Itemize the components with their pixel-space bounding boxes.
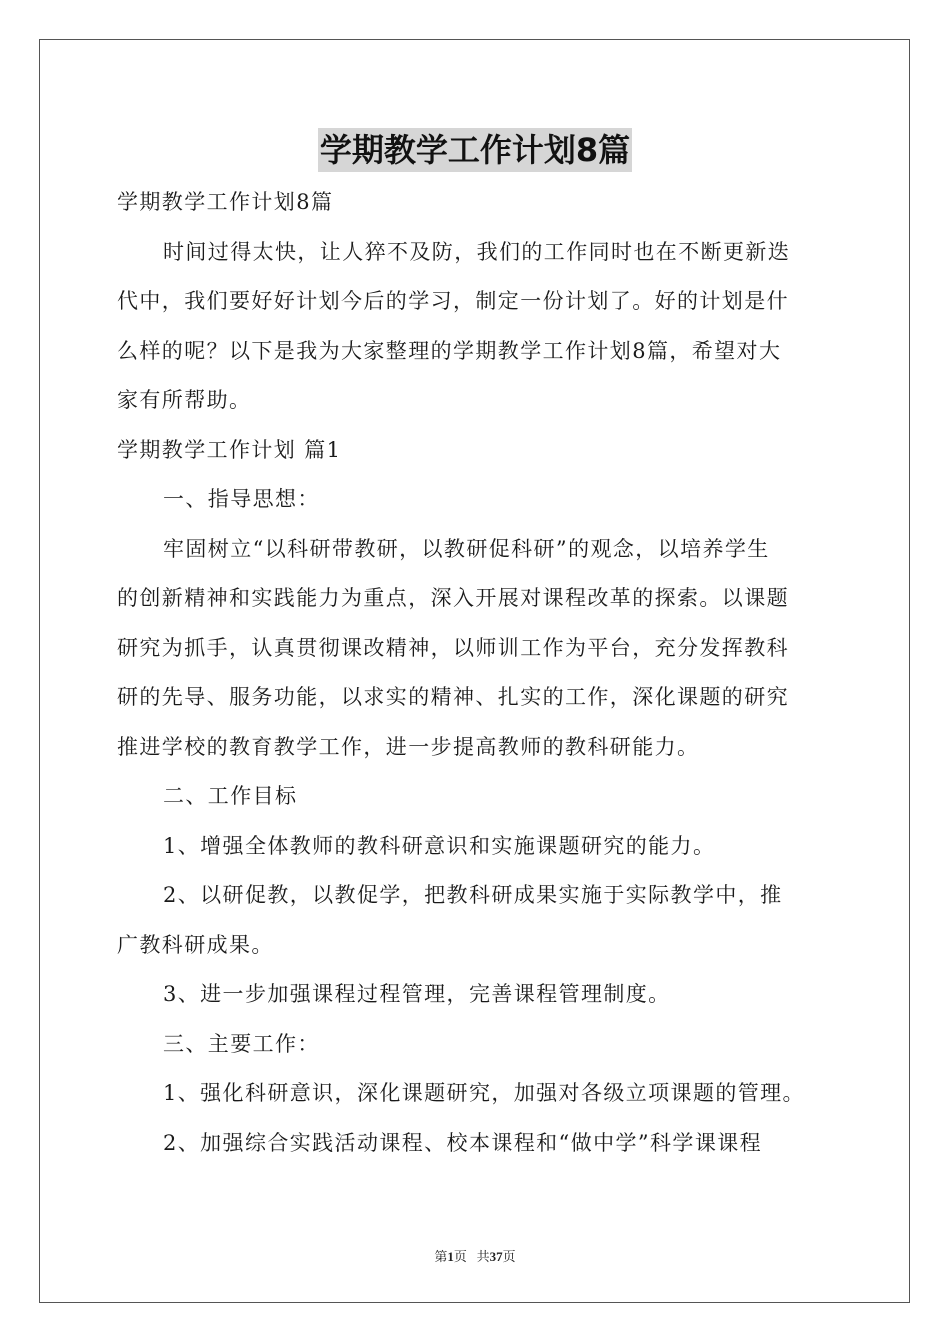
text-line: 学期教学工作计划 篇1 [117,437,342,462]
text-line: 二、工作目标 [163,784,298,808]
text-line: 三、主要工作： [163,1031,320,1056]
text-line: 家有所帮助。 [117,388,252,412]
text-line: 推进学校的教育教学工作，进一步提高教师的教科研能力。 [117,734,700,759]
text-line: 2、以研促教，以教促学，把教科研成果实施于实际教学中，推 [163,883,783,907]
text-line: 牢固树立“以科研带教研，以教研促科研”的观念，以培养学生 [163,536,770,561]
text-line: 1、增强全体教师的教科研意识和实施课题研究的能力。 [163,833,716,858]
text-line: 的创新精神和实践能力为重点，深入开展对课程改革的探索。以课题 [117,586,789,610]
text-line: 么样的呢？以下是我为大家整理的学期教学工作计划8篇，希望对大 [117,338,782,363]
text-line: 一、指导思想： [163,487,320,511]
text-line: 广教科研成果。 [117,932,274,957]
title-container [0,128,950,172]
text-line: 1、强化科研意识，深化课题研究，加强对各级立项课题的管理。 [163,1081,805,1105]
footer-prefix: 第 [434,1249,448,1264]
text-line: 学期教学工作计划8篇 [117,190,334,214]
footer-total-unit: 页 [502,1249,516,1264]
text-line: 2、加强综合实践活动课程、校本课程和“做中学”科学课课程 [163,1130,763,1155]
footer-current-page: 1 [447,1249,454,1264]
footer-page-unit: 页 [453,1249,467,1264]
text-line: 代中，我们要好好计划今后的学习，制定一份计划了。好的计划是什 [117,289,789,313]
text-line: 研究为抓手，认真贯彻课改精神，以师训工作为平台，充分发挥教科 [117,635,789,660]
footer-total-prefix: 共 [476,1249,490,1264]
document-body [117,178,833,1168]
page-footer [0,1246,950,1265]
text-line: 研的先导、服务功能，以求实的精神、扎实的工作，深化课题的研究 [117,685,789,709]
footer-total-pages: 37 [489,1249,503,1264]
document-title: 学期教学工作计划8篇 [318,128,632,172]
text-line: 3、进一步加强课程过程管理，完善课程管理制度。 [163,982,671,1006]
text-line: 时间过得太快，让人猝不及防，我们的工作同时也在不断更新迭 [163,239,791,264]
